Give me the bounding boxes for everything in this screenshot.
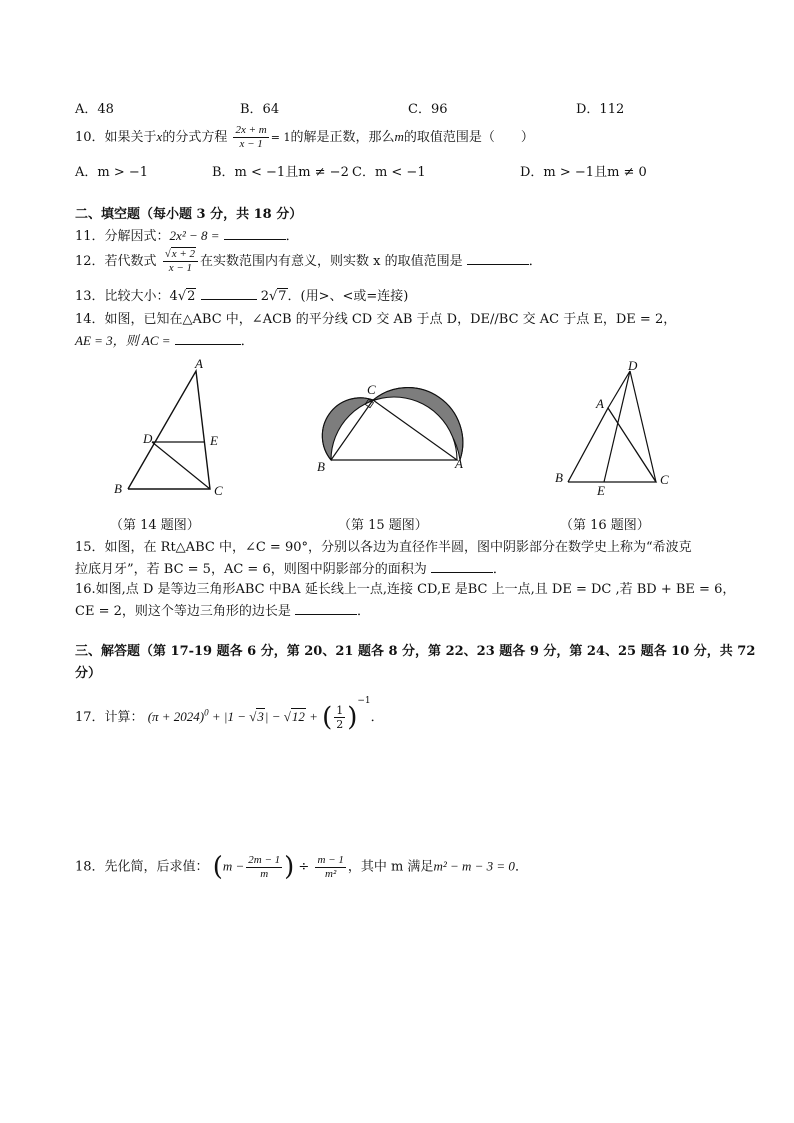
q10-eq: = 1	[270, 131, 291, 144]
fig16-label-c: C	[660, 472, 669, 487]
fig16-label-e: E	[597, 483, 605, 498]
q17-suffix: ．	[370, 710, 384, 725]
q13-prefix: 13．比较大小：4	[75, 289, 178, 304]
q10-option-d: D．m > −1且m ≠ 0	[520, 165, 647, 180]
q15-line-2: 拉底月牙”，若 BC = 5，AC = 6，则图中阴影部分的面积为 ．	[75, 562, 506, 577]
fig14-label-e: E	[210, 433, 218, 448]
q16-line-1: 16.如图,点 D 是等边三角形ABC 中BA 延长线上一点,连接 CD,E 是BC 上一点,且 DE = DC ,若 BD + BE = 6，	[75, 582, 736, 597]
q12-answer-blank[interactable]	[467, 252, 529, 265]
q18-fraction-2: $\frac{m - 1}{\text{m²}}$	[317, 853, 344, 880]
q9-option-a: A．48	[75, 102, 114, 117]
section-2-title: 二、填空题（每小题 3 分，共 18 分）	[75, 207, 303, 222]
fig15-label-c: C	[367, 382, 376, 397]
q10-m: m	[394, 129, 404, 144]
fig14-label-c: C	[214, 483, 223, 498]
section-3-title: 三、解答题（第 17-19 题各 6 分，第 20、21 题各 8 分，第 22、23 题各 9 分，第 24、25 题各 10 分，共 72	[75, 644, 756, 659]
q15-line-1: 15．如图，在 Rt△ABC 中，∠C = 90°，分别以各边为直径作半圆，图中阴影部分在数学史上称为“希波克	[75, 540, 692, 555]
q18-mid: ，其中 m 满足	[347, 859, 434, 875]
fig14-label-d: D	[143, 431, 153, 446]
q9-option-d: D．112	[576, 102, 625, 117]
q18-fraction-1: $\frac{2m - 1}{m}$	[248, 853, 281, 880]
fig15-caption: （第 15 题图）	[338, 518, 428, 533]
question-11: 11．分解因式：2x² − 8 = ．	[75, 228, 299, 244]
fig15-label-b: B	[317, 459, 325, 474]
q9-option-c: C．96	[408, 102, 448, 117]
fig14-caption: （第 14 题图）	[110, 518, 200, 533]
fig14-label-b: B	[114, 481, 122, 496]
q13-radicand-2: 7	[278, 289, 287, 304]
fig16-label-b: B	[555, 470, 563, 485]
fig15-label-a: A	[455, 456, 463, 471]
q10-mid: 的分式方程	[162, 130, 228, 145]
q12-suffix: 在实数范围内有意义，则实数 x 的取值范围是	[200, 254, 463, 269]
q16-line-2: CE = 2，则这个等边三角形的边长是 ．	[75, 604, 371, 619]
q13-suffix: ．(用>、<或=连接)	[287, 289, 409, 304]
q10-frac-den: x − 1	[239, 138, 263, 150]
q14-line-2: AE = 3，则 AC = ．	[75, 333, 254, 349]
q10-suffix: 的解是正数，那么	[290, 130, 395, 145]
q14-answer-blank[interactable]	[175, 332, 241, 345]
q13-mid: 2	[260, 289, 269, 304]
q17-prefix: 17．计算：	[75, 710, 144, 725]
figure-14	[100, 355, 240, 505]
q12-frac-num: √x + 2	[163, 248, 198, 262]
q17-expression: $(\pi + 2024)^0 + |1 - √3| - √12$ +	[147, 707, 318, 724]
q10-option-c: C．m < −1	[352, 165, 426, 180]
fig16-caption: （第 16 题图）	[560, 518, 650, 533]
q12-prefix: 12．若代数式	[75, 254, 157, 269]
question-17: 17．计算： $(\pi + 2024)^0 + |1 - √3| - √12$ + ( $\frac{1}{2}$ )$^{-1}$．	[75, 696, 384, 733]
figure-15	[305, 378, 475, 478]
q18-m: m −	[222, 858, 245, 874]
q10-var: x	[156, 129, 163, 144]
q13-radicand-1: 2	[187, 289, 196, 304]
q10-option-a: A．m > −1	[75, 165, 149, 180]
q12-frac-den: x − 1	[168, 262, 193, 274]
question-18: 18．先化简，后求值： (m − $\frac{2m - 1}{m}$ ) ÷ $\frac{m - 1}{\text{m²}}$ ，其中 m 满足m² − m − 3 = 0．	[75, 852, 528, 882]
question-12: 12．若代数式 $\frac{√x + 2}{x - 1}$ 在实数范围内有意义，则实数 x 的取值范围是 ．	[75, 248, 542, 274]
q11-answer-blank[interactable]	[224, 227, 286, 240]
fig14-label-a: A	[195, 356, 203, 371]
q10-tail: 的取值范围是（ ）	[403, 130, 534, 145]
fig16-label-a: A	[596, 396, 604, 411]
q16-line-2-text: CE = 2，则这个等边三角形的边长是	[75, 604, 291, 619]
q14-line-1: 14．如图，已知在△ABC 中，∠ACB 的平分线 CD 交 AB 于点 D，DE//BC 交 AC 于点 E，DE = 2，	[75, 312, 677, 327]
q17-fraction: $\frac{1}{2}$	[336, 704, 344, 731]
question-10	[75, 124, 534, 151]
question-13: 13．比较大小：4√2 2√7．(用>、<或=连接)	[75, 289, 409, 304]
q18-prefix: 18．先化简，后求值：	[75, 859, 209, 875]
q9-option-b: B．64	[240, 102, 280, 117]
q11-text: 11．分解因式：	[75, 229, 170, 244]
q18-end: ．	[514, 859, 528, 875]
fig16-label-d: D	[628, 358, 638, 373]
q10-frac-num: 2x + m	[235, 124, 267, 136]
q14-line-2-text: AE = 3，则 AC =	[75, 333, 171, 348]
q15-line-2-text: 拉底月牙”，若 BC = 5，AC = 6，则图中阴影部分的面积为	[75, 562, 427, 577]
figure-16	[550, 358, 680, 498]
q11-expr: 2x² − 8 =	[169, 228, 220, 243]
q12-fraction	[163, 248, 198, 275]
q13-answer-blank[interactable]	[201, 287, 257, 300]
q15-answer-blank[interactable]	[431, 560, 493, 573]
q10-option-b: B．m < −1且m ≠ −2	[212, 165, 349, 180]
section-3-title-cont: 分）	[75, 666, 102, 681]
q18-condition: m² − m − 3 = 0	[433, 858, 515, 874]
q10-fraction	[233, 124, 268, 151]
q16-answer-blank[interactable]	[295, 602, 357, 615]
q10-prefix: 10．如果关于	[75, 130, 157, 145]
